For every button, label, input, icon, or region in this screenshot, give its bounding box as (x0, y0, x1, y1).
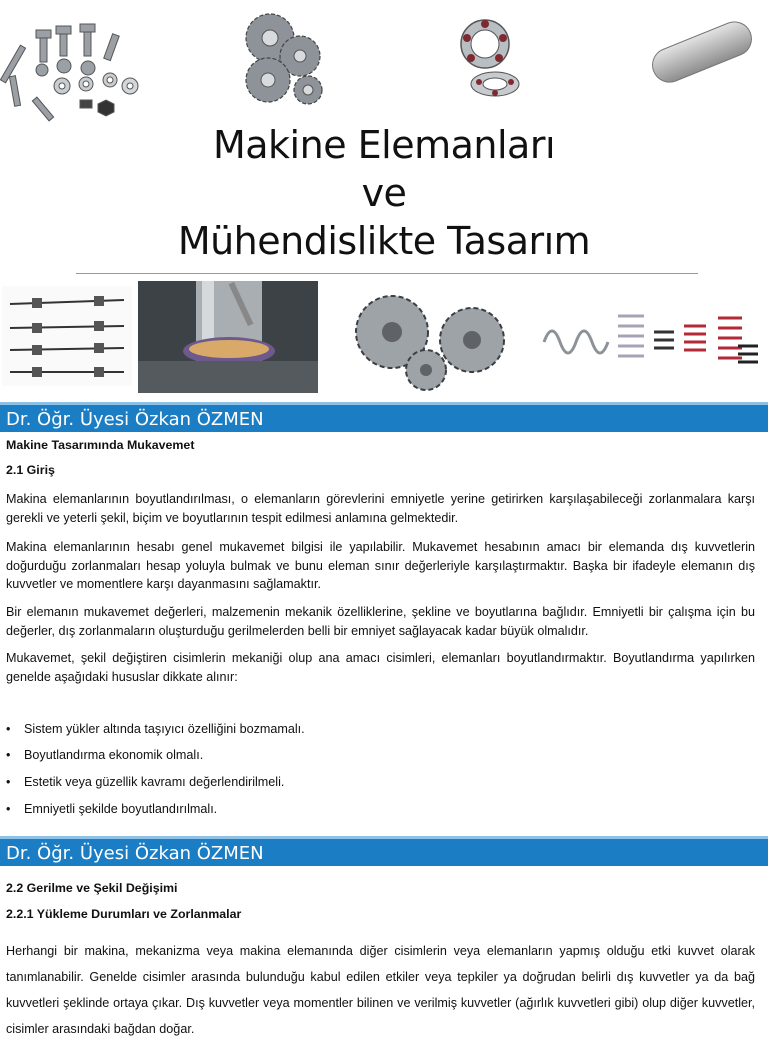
paragraph-2: Makina elemanlarının hesabı genel mukavemet bilgisi ile yapılabilir. Mukavemet hesabının amacı bir elemanda dış kuvvetlerin doğurduğu zorlanmaları hesap yoluyla bulmak ve bunu eleman sınır değerleriyle karşılaştırmaktır. Başka bir ifadeyle elemanın dış kuvvetler ve momentlere karşı dayanmasını sağlamaktır. (6, 540, 755, 591)
section-heading-2: 2.2 Gerilme ve Şekil Değişimi (6, 881, 178, 895)
section-subheading-2: 2.2.1 Yükleme Durumları ve Zorlanmalar (6, 907, 242, 921)
section-heading: Makine Tasarımında Mukavemet (6, 438, 195, 452)
list-item: • Boyutlandırma ekonomik olmalı. (6, 748, 204, 762)
gears-image (230, 8, 340, 108)
machine-key-image (640, 5, 758, 97)
spur-gears-image (340, 292, 520, 392)
bolts-nuts-image (0, 4, 150, 129)
list-item: • Estetik veya güzellik kavramı değerlendirilmeli. (6, 775, 285, 789)
paragraph-1: Makina elemanlarının boyutlandırılması, o elemanların görevlerini emniyetle yerine getirirken karşılaşabileceği zorlanmalara karşı gerekli ve yeterli şekil, biçim ve boyutlarının tespit edilmesi anlamına gelmektedir. (6, 492, 755, 525)
cover-page (0, 0, 768, 400)
author-band-2: Dr. Öğr. Üyesi Özkan ÖZMEN (0, 836, 768, 866)
title-line-3: Mühendislikte Tasarım (177, 219, 591, 263)
paragraph-5: Herhangi bir makina, mekanizma veya makina elemanında diğer cisimlerin veya elemanların yapmış olduğu etki kuvvet olarak tanımlanabilir. Genelde cisimler arasında bulunduğu kabul edilen etkiler veya tepkiler ya doğrudan belirli dış kuvvetler ya da bağ kuvvetleri şeklinde ortaya çıkar. Dış kuvvetler veya momentler bilinen ve verilmiş kuvvetler (ağırlık kuvvetleri gibi) olup diğer kuvvetler, cisimler arasındaki bağdan doğar. (6, 944, 755, 1036)
welding-image (138, 281, 318, 393)
title-line-2: ve (361, 171, 407, 215)
section-subheading: 2.1 Giriş (6, 463, 55, 477)
drive-shaft-diagram-image (2, 286, 132, 386)
list-item: • Sistem yükler altında taşıyıcı özelliğini bozmamalı. (6, 722, 305, 736)
paragraph-3: Bir elemanın mukavemet değerleri, malzemenin mekanik özelliklerine, şekline ve boyutlarına bağlıdır. Emniyetli bir çalışma için bu değerler, dış zorlanmaların oluşturduğu gerilmelerden belli bir emniyet sağlayacak kadar büyük olmalıdır. (6, 605, 755, 638)
title-divider (76, 273, 698, 274)
springs-image (538, 302, 760, 374)
title-line-1: Makine Elemanları (212, 123, 556, 167)
paragraph-4: Mukavemet, şekil değiştiren cisimlerin mekaniği olup ana amacı cisimleri, elemanları boyutlandırmaktır. Boyutlandırma yapılırken genelde aşağıdaki hususlar dikkate alınır: (6, 651, 755, 684)
ball-bearing-image (455, 12, 525, 100)
list-item: • Emniyetli şekilde boyutlandırılmalı. (6, 802, 218, 816)
author-band-1: Dr. Öğr. Üyesi Özkan ÖZMEN (0, 402, 768, 432)
